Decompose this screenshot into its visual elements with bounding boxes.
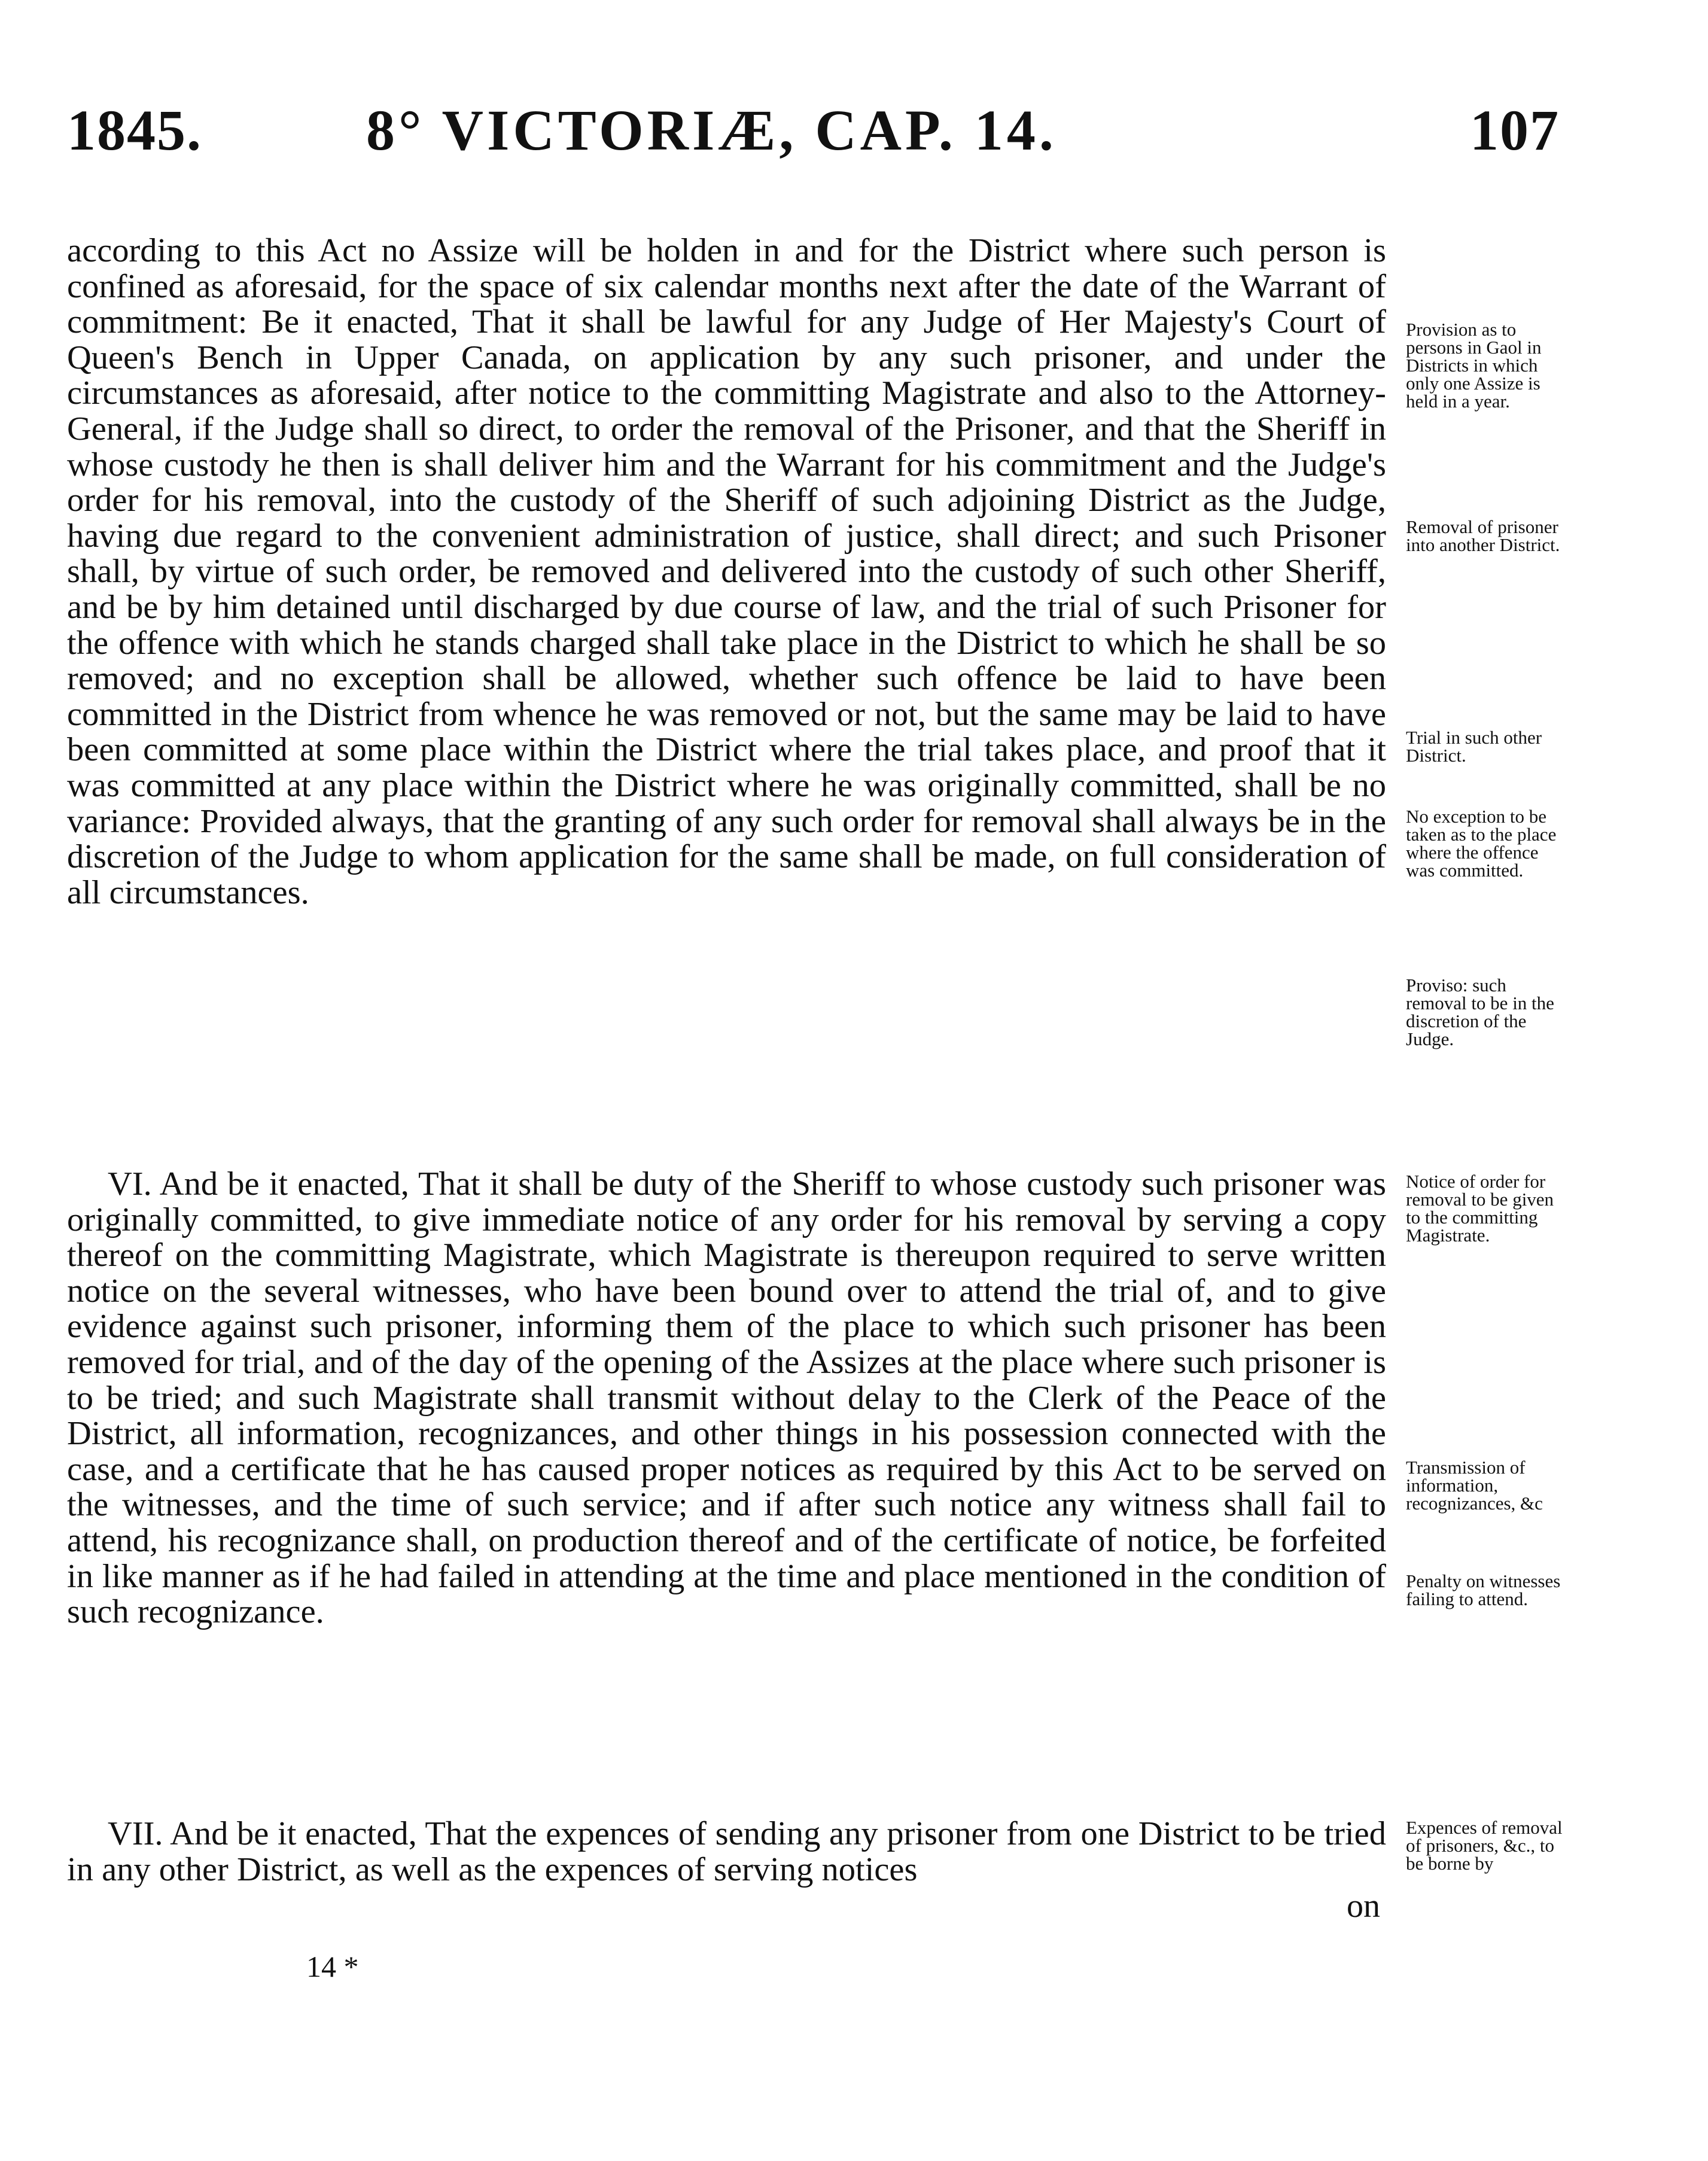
margin-note-notice: Notice of order for removal to be given to the committing Magistrate. [1406, 1171, 1554, 1246]
margin-note-transmission: Transmission of information, recognizances, &c [1406, 1457, 1543, 1514]
margin-note-removal: Removal of prisoner into another District. [1406, 516, 1560, 555]
paragraph-continuation: according to this Act no Assize will be holden in and for the District where such person is confined as aforesaid, for the space of six calendar months next after the date of the Warrant of commitment: Be it enacted, That it shall be lawful for any Judge of Her Majesty's Court of Queen's Bench in Upper Canada, on application by any such prisoner, and under the circumstances as aforesaid, after notice to the committing Magistrate and also to the Attorney-General, if the Judge shall so direct, to order the removal of the Prisoner, and that the Sheriff in whose custody he then is shall deliver him and the Warrant for his commitment and the Judge's order for his removal, into the custody of the Sheriff of such adjoining District as the Judge, having due regard to the convenient administration of justice, shall direct; and such Prisoner shall, by virtue of such order, be removed and delivered into the custody of such other Sheriff, and be by him detained until discharged by due course of law, and the trial of such Prisoner for the offence with which he stands charged shall take place in the District to which he shall be so removed; and no exception shall be allowed, whether such offence be laid to have been committed in the District from whence he was removed or not, but the same may be laid to have been committed at some place within the District where the trial takes place, and proof that it was committed at any place within the District where he was originally committed, shall be no variance: Provided always, that the granting of any such order for removal shall always be in the discretion of the Judge to whom application for the same shall be made, on full consideration of all circumstances. [67, 232, 1386, 911]
signature-mark: 14 * [306, 1950, 359, 1983]
header-title: 8° VICTORIÆ, CAP. 14. [366, 98, 1057, 162]
margin-note-proviso: Proviso: such removal to be in the discretion of the Judge. [1406, 975, 1554, 1049]
header-year: 1845. [67, 98, 202, 162]
paragraph-section-vii: VII. And be it enacted, That the expences of sending any prisoner from one District to be tried in any other District, as well as the expences of serving notices [67, 1815, 1386, 1888]
catchword: on [1347, 1888, 1380, 1925]
paragraph-section-vi: VI. And be it enacted, That it shall be duty of the Sheriff to whose custody such prisoner was originally committed, to give immediate notice of any order for his removal by serving a copy thereof on the committing Magistrate, which Magistrate is thereupon required to serve written notice on the several witnesses, who have been bound over to attend the trial of, and to give evidence against such prisoner, informing them of the place to which such prisoner has been removed for trial, and of the day of the opening of the Assizes at the place where such prisoner is to be tried; and such Magistrate shall transmit without delay to the Clerk of the Peace of the District, all information, recognizances, and other things in his possession connected with the case, and a certificate that he has caused proper notices as required by this Act to be served on the witnesses, and the time of such service; and if after such notice any witness shall fail to attend, his recognizance shall, on production thereof and of the certificate of notice, be forfeited in like manner as if he had failed in attending at the time and place mentioned in the condition of such recognizance. [67, 1165, 1386, 1631]
margin-note-trial: Trial in such other District. [1406, 727, 1542, 766]
margin-note-provision: Provision as to persons in Gaol in Districts in which only one Assize is held in a year. [1406, 319, 1542, 412]
margin-note-expences: Expences of removal of prisoners, &c., to be borne by [1406, 1817, 1563, 1874]
margin-note-no-exception: No exception to be taken as to the place where the offence was committed. [1406, 806, 1557, 881]
margin-note-penalty: Penalty on witnesses failing to attend. [1406, 1570, 1561, 1609]
page-number: 107 [1470, 98, 1560, 162]
